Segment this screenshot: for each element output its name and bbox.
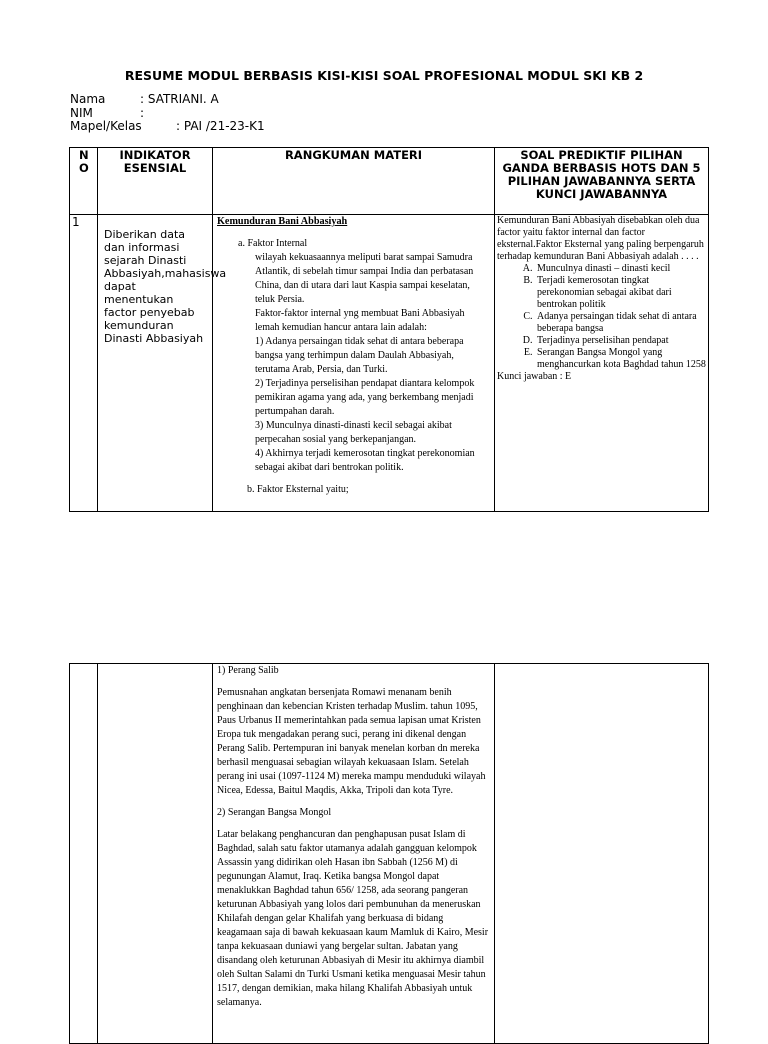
indikator-cell: Diberikan data dan informasi sejarah Dinasti Abbasiyah,mahasiswa dapat menentukan factor penyebab kemunduran Dinasti Abbasiyah: [98, 215, 213, 512]
nama-value: : SATRIANI. A: [140, 92, 219, 106]
nim-value: :: [140, 106, 145, 120]
text-line: lemah kemudian hancur antara lain adalah:: [255, 322, 427, 333]
text-line: wilayah kekuasaannya meliputi barat sampai Samudra: [255, 252, 473, 263]
nama-row: [70, 92, 219, 106]
header-soal: SOAL PREDIKTIF PILIHAN GANDA BERBASIS HOTS DAN 5 PILIHAN JAWABANNYA SERTA KUNCI JAWABANNYA: [495, 148, 709, 215]
text-line: 2) Terjadinya perselisihan pendapat diantara kelompok: [255, 378, 475, 389]
text-line: pertumpahan darah.: [255, 406, 335, 417]
answer-key: Kunci jawaban : E: [497, 371, 572, 382]
option-a: A. Munculnya dinasti – dinasti kecil: [535, 263, 706, 275]
perang-salib-heading: 1) Perang Salib: [217, 665, 279, 676]
header-no: N O: [70, 148, 98, 215]
nim-label: NIM: [70, 106, 93, 120]
mongol-heading: 2) Serangan Bangsa Mongol: [217, 807, 332, 818]
rangkuman-heading: Kemunduran Bani Abbasiyah: [217, 216, 348, 227]
text-line: bangsa yang terhimpun dalam Daulah Abbasiyah,: [255, 350, 454, 361]
text-line: sebagai akibat dari bentrokan politik.: [255, 462, 404, 473]
option-d: D. Terjadinya perselisihan pendapat: [535, 335, 706, 347]
document-title: RESUME MODUL BERBASIS KISI-KISI SOAL PROFESIONAL MODUL SKI KB 2: [124, 68, 644, 83]
answer-options: [497, 263, 706, 371]
header-rangkuman: RANGKUMAN MATERI: [213, 148, 495, 215]
text-line: teluk Persia.: [255, 294, 305, 305]
empty-cell: [98, 664, 213, 1044]
nama-label: Nama: [70, 92, 106, 106]
text-line: Atlantik, di sebelah timur sampai India dan perbatasan: [255, 266, 474, 277]
text-line: perpecahan sosial yang berkepanjangan.: [255, 434, 417, 445]
faktor-internal-label: a. Faktor Internal: [238, 238, 308, 249]
nim-row: [70, 106, 145, 120]
empty-cell: [70, 664, 98, 1044]
rangkuman-cell: [213, 215, 495, 512]
header-indikator: INDIKATOR ESENSIAL: [98, 148, 213, 215]
text-line: China, dan di utara dari laut Kaspia sampai keselatan,: [255, 280, 470, 291]
soal-cell: [495, 215, 709, 512]
perang-salib-text: Pemusnahan angkatan bersenjata Romawi menanam benih penghinaan dan kebencian Kristen terhadap Muslim. tahun 1095, Paus Urbanus II memerintahkan pada semua lapisan umat Kristen Eropa tuk mengadakan perang suci, perang ini dikenal dengan Perang Salib. Pertempuran ini banyak menelan korban dn mereka berhasil menguasai sebagian wilayah kekuasaan Islam. Setelah perang ini usai (1097-1124 M) mereka mampu menduduki wilayah Nicea, Edessa, Baitul Maqdis, Akka, Tripoli dan kota Tyre.: [217, 687, 486, 796]
resume-table-continued: [69, 663, 709, 1044]
text-line: 4) Akhirnya terjadi kemerosotan tingkat perekonomian: [255, 448, 475, 459]
text-line: 3) Munculnya dinasti-dinasti kecil sebagai akibat: [255, 420, 452, 431]
empty-cell: [495, 664, 709, 1044]
option-b: B. Terjadi kemerosotan tingkat perekonomian sebagai akibat dari bentrokan politik: [535, 275, 706, 311]
table-row: [70, 664, 709, 1044]
table-row: [70, 215, 709, 512]
resume-table: [69, 147, 709, 512]
text-line: pemikiran agama yang ada, yang berkembang menjadi: [255, 392, 474, 403]
header-row: [70, 148, 709, 215]
mapel-row: [70, 119, 265, 133]
option-c: C. Adanya persaingan tidak sehat di antara beberapa bangsa: [535, 311, 706, 335]
rangkuman-cell-continued: [213, 664, 495, 1044]
question-text: Kemunduran Bani Abbasiyah disebabkan oleh dua factor yaitu faktor internal dan factor eksternal.Faktor Eksternal yang paling berpengaruh terhadap kemunduran Bani Abbasiyah adalah . . . .: [497, 215, 704, 262]
mapel-label: Mapel/Kelas: [70, 119, 142, 133]
row-number: 1: [70, 215, 98, 512]
faktor-internal-text: [255, 251, 490, 475]
mapel-value: : PAI /21-23-K1: [176, 119, 265, 133]
text-line: 1) Adanya persaingan tidak sehat di antara beberapa: [255, 336, 464, 347]
faktor-eksternal-label: b. Faktor Eksternal yaitu;: [247, 484, 349, 495]
mongol-text: Latar belakang penghancuran dan penghapusan pusat Islam di Baghdad, salah satu faktor utamanya adalah gangguan kelompok Assassin yang didirikan oleh Hasan ibn Sabbah (1256 M) di pegunungan Alamut, Iraq. Ketika bangsa Mongol dapat menaklukkan Baghdad tahun 656/ 1258, ada seorang pangeran keturunan Abbasiyah yang lolos dari pembunuhan da meneruskan Khilafah dengan gelar Khalifah yang berkuasa di bidang keagamaan saja di bawah kekuasaan kaum Mamluk di Kairo, Mesir tanpa kekuasaan duniawi yang bergelar sultan. Jabatan yang disandang oleh keturunan Abbasiyah di Mesir itu akhirnya diambil oleh Sultan Salami dn Turki Usmani ketika menguasai Mesir tahun 1517, dengan demikian, maka hilang Khalifah Abbasiyah untuk selamanya.: [217, 829, 489, 1008]
option-e: E. Serangan Bangsa Mongol yang menghancurkan kota Baghdad tahun 1258: [535, 347, 706, 371]
text-line: terutama Arab, Persia, dan Turki.: [255, 364, 388, 375]
text-line: Faktor-faktor internal yng membuat Bani Abbasiyah: [255, 308, 465, 319]
